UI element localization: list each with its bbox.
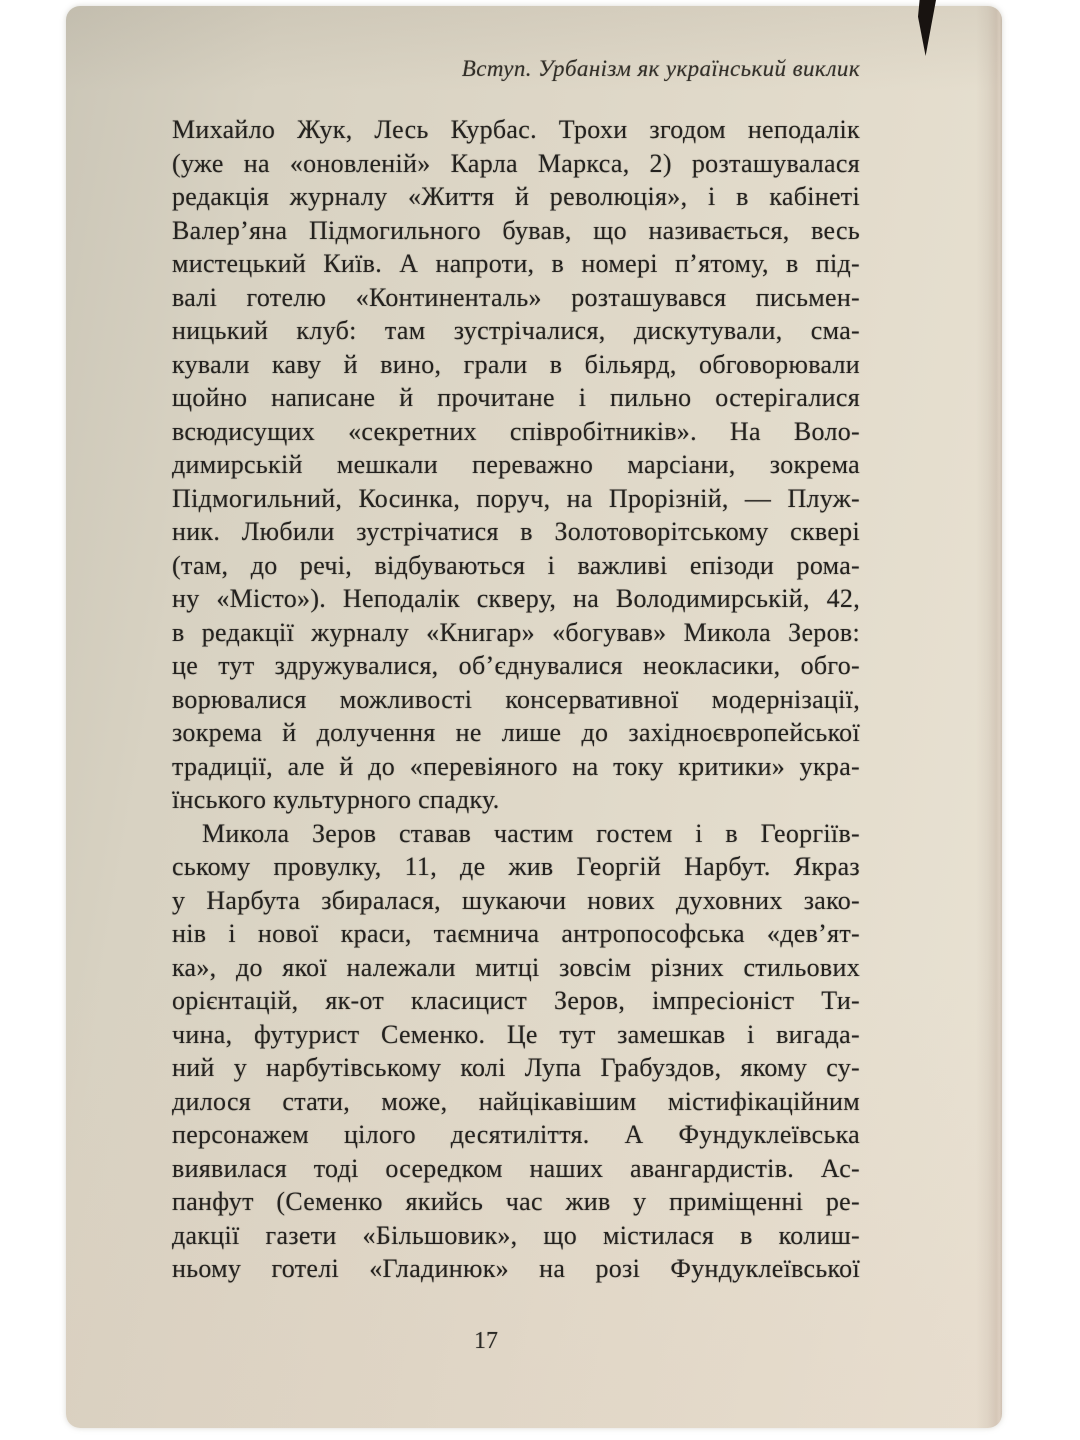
running-header: Вступ. Урбанізм як український виклик <box>461 56 860 81</box>
text-line: орієнтацій, як-от класицист Зеров, імпресіоніст Ти- <box>172 986 860 1015</box>
text-line: ньому готелі «Гладинюк» на розі Фундуклеївської <box>172 1254 860 1283</box>
text-line: ка», до якої належали митці зовсім різних стильових <box>172 952 860 982</box>
text-line: панфут (Семенко якийсь час жив у приміщенні ре- <box>172 1187 860 1216</box>
text-line: ник. Любили зустрічатися в Золотоворітському сквері <box>172 517 860 546</box>
text-line: кували каву й вино, грали в більярд, обговорювали <box>172 349 860 379</box>
text-line: редакція журналу «Життя й революція», і в кабінеті <box>172 182 860 211</box>
text-line: ницький клуб: там зустрічалися, дискутували, сма- <box>172 316 860 345</box>
text-line: мистецький Київ. А напроти, в номері п’ятому, в під- <box>172 249 860 278</box>
text-line: персонажем цілого десятиліття. А Фундуклеївська <box>172 1120 860 1149</box>
text-line: дилося стати, може, найцікавішим містифікаційним <box>172 1086 860 1116</box>
text-line: (там, до речі, відбуваються і важливі епізоди рома- <box>172 550 860 580</box>
text-line: ському провулку, 11, де жив Георгій Нарбут. Якраз <box>172 852 860 881</box>
text-line: Микола Зеров ставав частим гостем і в Георгіїв- <box>202 818 860 848</box>
book-page <box>66 6 1002 1428</box>
body-text <box>172 113 860 1286</box>
text-line: їнського культурного спадку. <box>172 785 500 814</box>
text-line: ворювалися можливості консервативної модернізації, <box>172 684 860 714</box>
page-edge-shadow <box>976 6 1002 1428</box>
text-line: димирській мешкали переважно марсіани, зокрема <box>172 450 860 479</box>
text-line: нів і нової краси, таємнича антропософська «дев’ят- <box>172 919 860 948</box>
text-line: в редакції журналу «Книгар» «богував» Микола Зеров: <box>172 617 860 647</box>
text-line: валі готелю «Континенталь» розташувався письмен- <box>172 282 860 312</box>
text-line: традиції, але й до «перевіяного на току критики» укра- <box>172 751 860 781</box>
page-number: 17 <box>474 1328 498 1354</box>
text-line: це тут здружувалися, об’єднувалися неокласики, обго- <box>172 651 860 680</box>
text-line: всюдисущих «секретних співробітників». На Воло- <box>172 416 860 446</box>
text-line: зокрема й долучення не лише до західноєвропейської <box>172 718 860 747</box>
text-line: у Нарбута збиралася, шукаючи нових духовних зако- <box>172 885 860 915</box>
text-line: Михайло Жук, Лесь Курбас. Трохи згодом неподалік <box>172 115 860 144</box>
text-line: Валер’яна Підмогильного бував, що називається, весь <box>172 215 860 245</box>
text-line: чина, футурист Семенко. Це тут замешкав і вигада- <box>172 1019 860 1049</box>
text-line: виявилася тоді осередком наших авангардистів. Ас- <box>172 1153 860 1183</box>
text-line: (уже на «оновленій» Карла Маркса, 2) розташувалася <box>172 148 860 178</box>
text-line: щойно написане й прочитане і пильно остерігалися <box>172 383 860 412</box>
text-line: Підмогильний, Косинка, поруч, на Прорізній, — Плуж- <box>172 483 860 513</box>
text-line: ний у нарбутівському колі Лупа Грабуздов, якому су- <box>172 1053 860 1082</box>
text-line: дакції газети «Більшовик», що містилася в колиш- <box>172 1220 860 1250</box>
text-line: ну «Місто»). Неподалік скверу, на Володимирській, 42, <box>172 584 860 613</box>
